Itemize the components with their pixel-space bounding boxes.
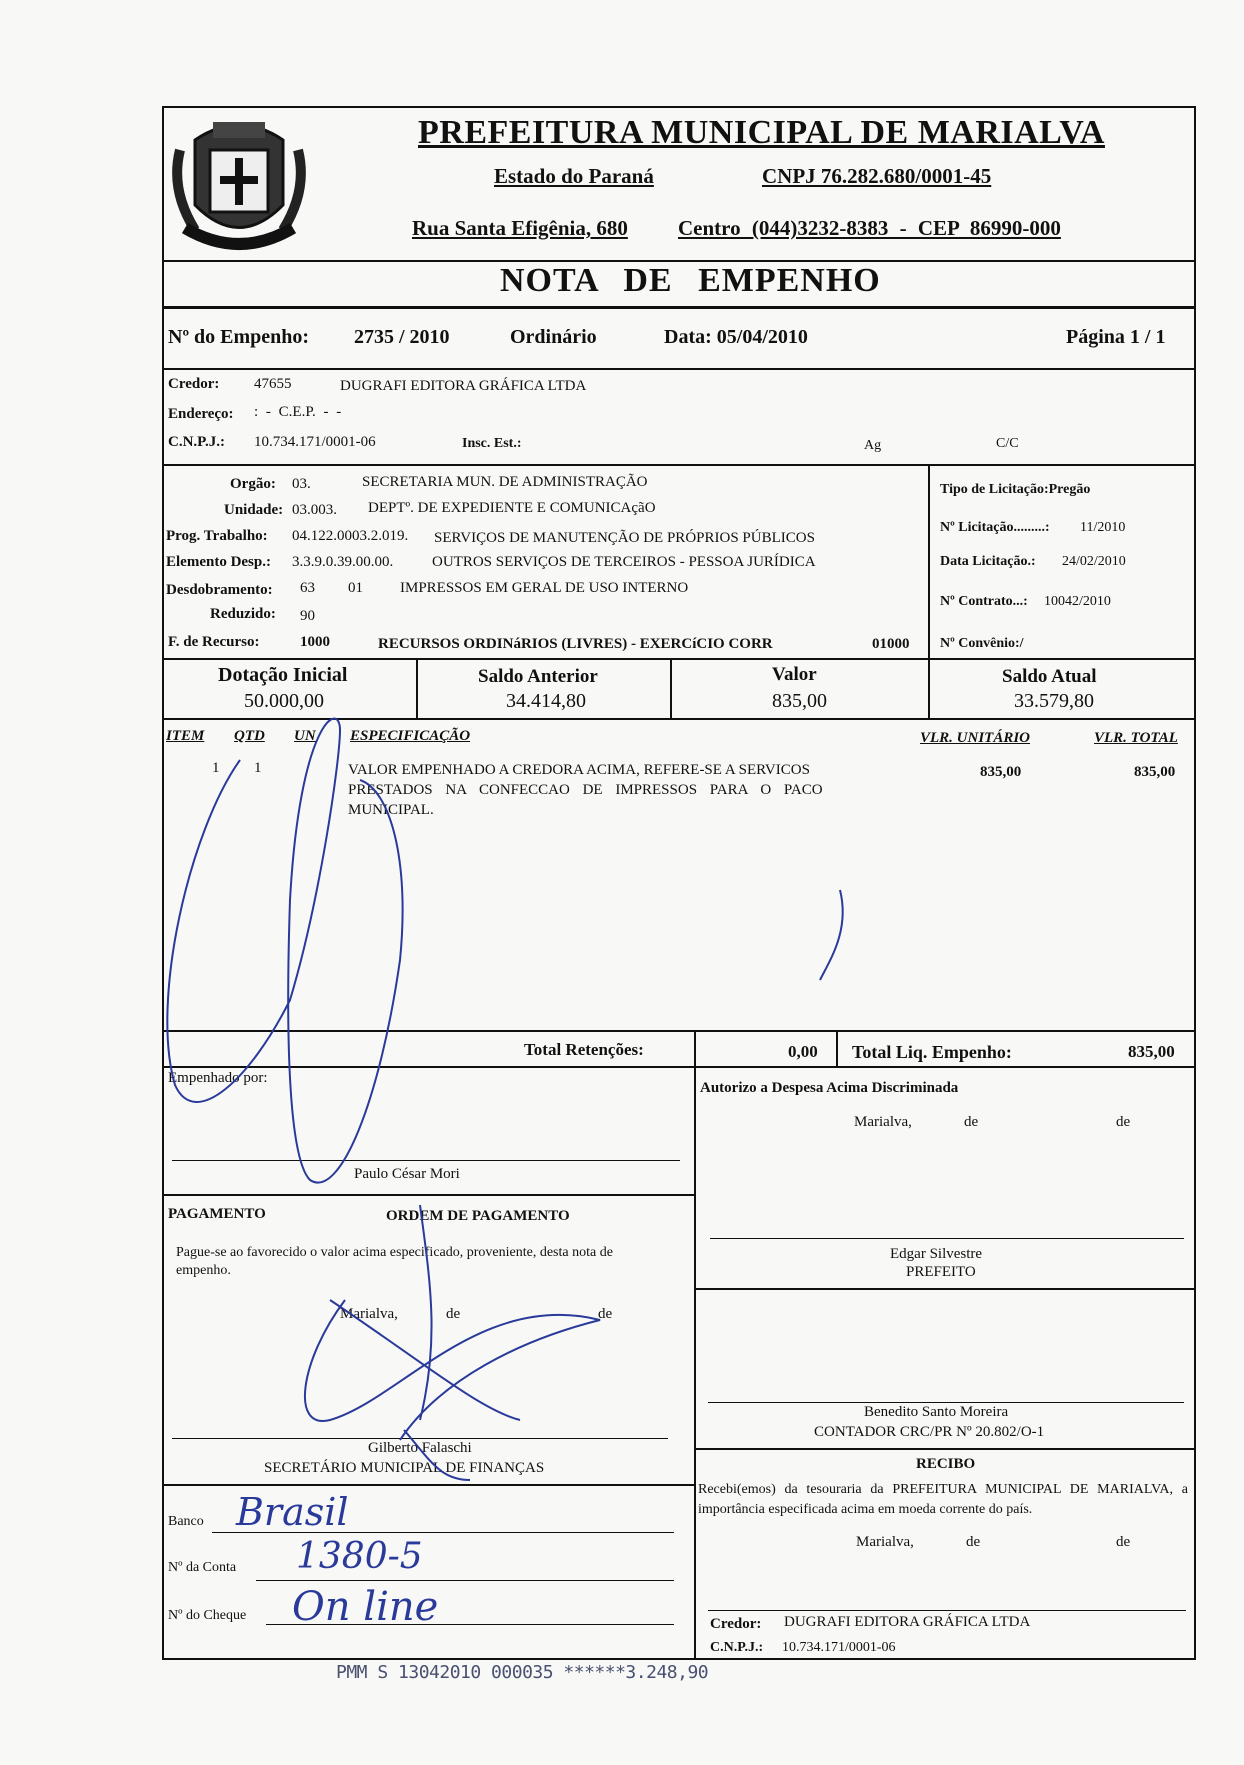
secretario-name: Gilberto Falaschi [368, 1440, 472, 1456]
convenio-label: Nº Convênio:/ [940, 636, 1024, 651]
item-desc-line-2: PRESTADOS NA CONFECCAO DE IMPRESSOS PARA O PACO [348, 782, 823, 798]
saldo-anterior-value: 34.414,80 [506, 690, 586, 712]
cnpj-credor-value: 10.734.171/0001-06 [254, 434, 376, 450]
prefeitura-title: PREFEITURA MUNICIPAL DE MARIALVA [418, 114, 1105, 151]
tipo-licitacao: Tipo de Licitação:Pregão [940, 482, 1091, 497]
desdobramento-desc: IMPRESSOS EM GERAL DE USO INTERNO [400, 580, 689, 596]
cc-label: C/C [996, 436, 1019, 451]
unidade-desc: DEPTº. DE EXPEDIENTE E COMUNICAçãO [368, 500, 656, 516]
contrato-label: Nº Contrato...: [940, 594, 1028, 609]
prog-desc: SERVIÇOS DE MANUTENÇÃO DE PRÓPRIOS PÚBLICOS [434, 530, 815, 546]
pagamento-label: PAGAMENTO [168, 1206, 266, 1222]
conta-label: Nº da Conta [168, 1560, 237, 1575]
payment-signature [305, 1205, 600, 1440]
payment-check-mark [404, 1430, 470, 1480]
doc-title: NOTA DE EMPENHO [500, 262, 881, 299]
recurso-desc: RECURSOS ORDINáRIOS (LIVRES) - EXERCíCIO CORR [378, 636, 773, 652]
secretario-role: SECRETÁRIO MUNICIPAL DE FINANÇAS [264, 1460, 545, 1476]
col-header-vlr-unitario: VLR. UNITÁRIO [920, 730, 1031, 746]
banco-label: Banco [168, 1514, 204, 1529]
empenhado-por-label: Empenhado por: [168, 1070, 268, 1086]
reduzido-label: Reduzido: [210, 606, 276, 622]
recibo-de-1: de [966, 1534, 981, 1550]
item-total-price: 835,00 [1134, 764, 1176, 780]
state-label: Estado do Paraná [494, 164, 654, 188]
prog-code: 04.122.0003.2.019. [292, 528, 409, 544]
recurso-label: F. de Recurso: [168, 634, 260, 650]
pagamento-de-1: de [446, 1306, 461, 1322]
prog-label: Prog. Trabalho: [166, 528, 268, 544]
col-header-item: ITEM [166, 728, 205, 744]
recibo-credor-value: DUGRAFI EDITORA GRÁFICA LTDA [784, 1614, 1031, 1630]
empenho-type: Ordinário [510, 326, 597, 348]
total-retencoes-label: Total Retenções: [524, 1040, 644, 1059]
total-retencoes-value: 0,00 [788, 1042, 818, 1061]
elemento-label: Elemento Desp.: [166, 554, 271, 570]
autorizo-label: Autorizo a Despesa Acima Discriminada [700, 1080, 959, 1096]
contador-name: Benedito Santo Moreira [864, 1404, 1009, 1420]
dotacao-inicial-label: Dotação Inicial [218, 664, 348, 686]
pagamento-place: Marialva, [340, 1306, 398, 1322]
empenho-signature [167, 719, 402, 1183]
total-liq-label: Total Liq. Empenho: [852, 1042, 1012, 1062]
insc-est-label: Insc. Est.: [462, 436, 522, 451]
saldo-atual-label: Saldo Atual [1002, 666, 1097, 687]
conta-handwriting: 1380-5 [296, 1536, 423, 1577]
credor-code: 47655 [254, 376, 292, 392]
cnpj-label: CNPJ 76.282.680/0001-45 [762, 164, 992, 188]
recibo-cnpj-label: C.N.P.J.: [710, 1640, 764, 1655]
page-number: Página 1 / 1 [1066, 326, 1166, 348]
cheque-handwriting: On line [292, 1584, 439, 1630]
saldo-anterior-label: Saldo Anterior [478, 666, 598, 687]
autorizo-de-2: de [1116, 1114, 1131, 1130]
autorizo-de-1: de [964, 1114, 979, 1130]
contrato-value: 10042/2010 [1044, 594, 1111, 609]
cnpj-credor-label: C.N.P.J.: [168, 434, 225, 450]
banco-handwriting: Brasil [236, 1490, 349, 1534]
dotacao-inicial-value: 50.000,00 [244, 690, 324, 712]
bank-stamp: PMM S 13042010 000035 ******3.248,90 [336, 1662, 709, 1683]
valor-label: Valor [772, 664, 817, 685]
recibo-de-2: de [1116, 1534, 1131, 1550]
col-header-especificacao: ESPECIFICAÇÃO [350, 728, 471, 744]
empenho-number: 2735 / 2010 [354, 326, 450, 348]
cheque-label: Nº do Cheque [168, 1608, 247, 1623]
desdobramento-sub: 01 [348, 580, 363, 596]
recibo-place: Marialva, [856, 1534, 914, 1550]
data-licitacao-label: Data Licitação.: [940, 554, 1036, 569]
credor-label: Credor: [168, 376, 220, 392]
col-header-qtd: QTD [234, 728, 265, 744]
credor-name: DUGRAFI EDITORA GRÁFICA LTDA [340, 378, 587, 394]
unidade-code: 03.003. [292, 502, 337, 518]
data-licitacao-value: 24/02/2010 [1062, 554, 1126, 569]
contador-role: CONTADOR CRC/PR Nº 20.802/O-1 [814, 1424, 1045, 1440]
prefeito-name: Edgar Silvestre [890, 1246, 983, 1262]
item-number: 1 [212, 760, 220, 776]
street-label: Rua Santa Efigênia, 680 [412, 216, 628, 240]
total-liq-value: 835,00 [1128, 1042, 1175, 1061]
elemento-code: 3.3.9.0.39.00.00. [292, 554, 394, 570]
desdobramento-label: Desdobramento: [166, 582, 273, 598]
ordem-pagamento-label: ORDEM DE PAGAMENTO [386, 1208, 570, 1224]
empenhado-por-name: Paulo César Mori [354, 1166, 460, 1182]
prefeito-role: PREFEITO [906, 1264, 976, 1280]
recurso-code: 1000 [300, 634, 330, 650]
endereco-value: : - C.E.P. - - [254, 404, 342, 420]
ag-label: Ag [864, 438, 882, 453]
valor-value: 835,00 [772, 690, 827, 712]
item-desc-line-1: VALOR EMPENHADO A CREDORA ACIMA, REFERE-SE A SERVICOS [348, 762, 810, 778]
empenho-date: Data: 05/04/2010 [664, 326, 808, 348]
empenho-number-label: Nº do Empenho: [168, 326, 310, 348]
recibo-title: RECIBO [916, 1456, 976, 1472]
desdobramento-code: 63 [300, 580, 315, 596]
recibo-credor-label: Credor: [710, 1616, 762, 1632]
autorizo-place: Marialva, [854, 1114, 912, 1130]
pagamento-text: Pague-se ao favorecido o valor acima especificado, proveniente, desta nota de empenho. [176, 1245, 613, 1278]
col-header-vlr-total: VLR. TOTAL [1094, 730, 1178, 746]
orgao-label: Orgão: [230, 476, 276, 492]
orgao-desc: SECRETARIA MUN. DE ADMINISTRAÇÃO [362, 474, 648, 490]
endereco-label: Endereço: [168, 406, 234, 422]
num-licitacao-value: 11/2010 [1080, 520, 1126, 535]
col-header-un: UN [294, 728, 316, 744]
pagamento-de-2: de [598, 1306, 613, 1322]
recibo-text: Recebi(emos) da tesouraria da PREFEITURA MUNICIPAL DE MARIALVA, a importância especificada acima em moeda corrente do país. [698, 1482, 1188, 1517]
recurso-num: 01000 [872, 636, 910, 652]
elemento-desc: OUTROS SERVIÇOS DE TERCEIROS - PESSOA JURÍDICA [432, 554, 816, 570]
unidade-label: Unidade: [224, 502, 284, 518]
orgao-code: 03. [292, 476, 311, 492]
recibo-cnpj-value: 10.734.171/0001-06 [782, 1640, 896, 1655]
item-qty: 1 [254, 760, 262, 776]
reduzido-value: 90 [300, 608, 315, 624]
empenho-flourish [820, 890, 843, 980]
saldo-atual-value: 33.579,80 [1014, 690, 1094, 712]
address-rest-label: Centro (044)3232-8383 - CEP 86990-000 [678, 216, 1061, 240]
item-unit-price: 835,00 [980, 764, 1022, 780]
item-desc-line-3: MUNICIPAL. [348, 802, 434, 818]
num-licitacao-label: Nº Licitação.........: [940, 520, 1050, 535]
